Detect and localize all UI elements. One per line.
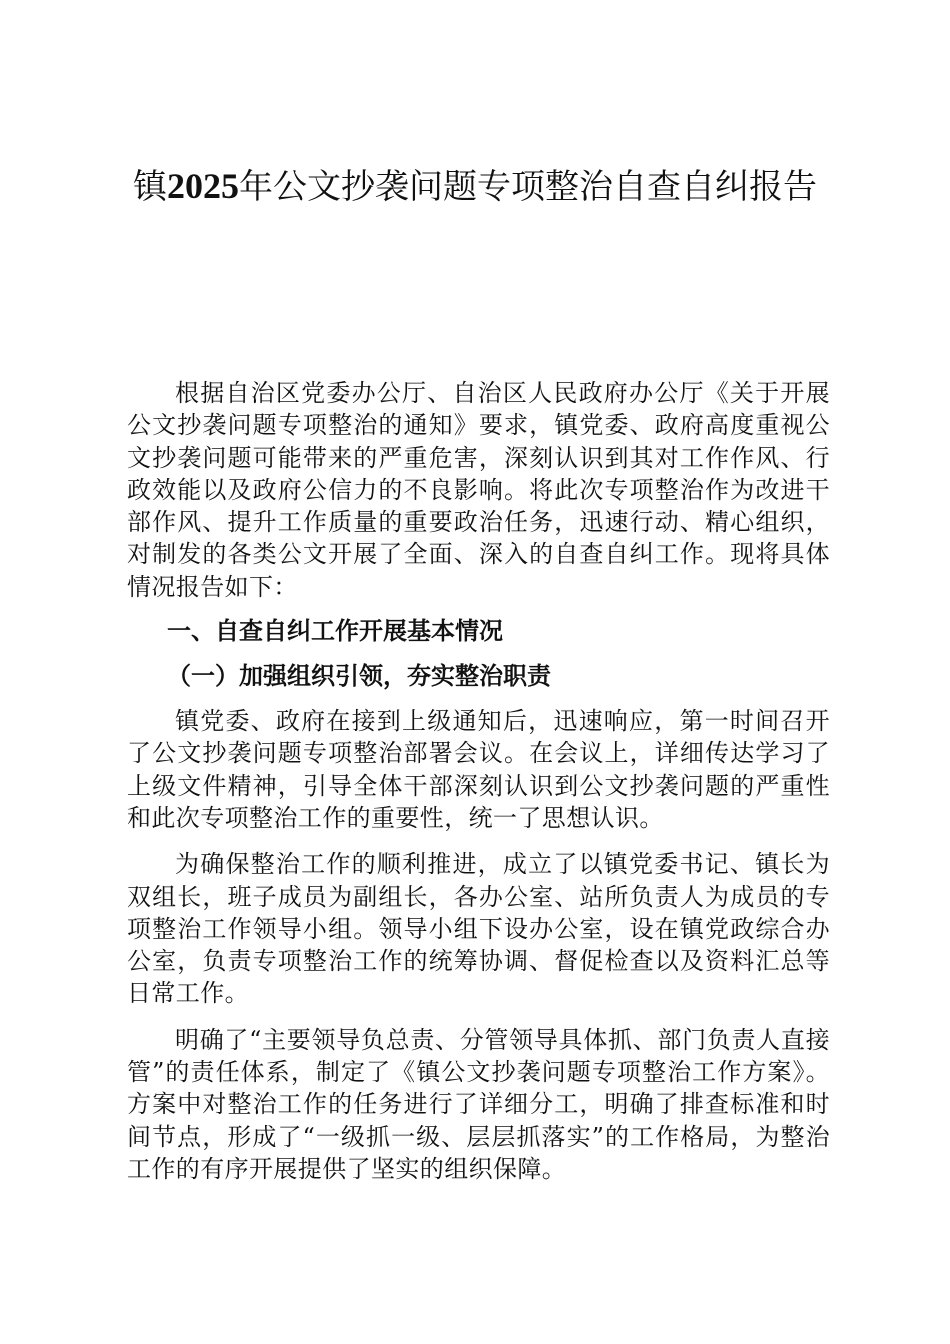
body-paragraph-2: 为确保整治工作的顺利推进，成立了以镇党委书记、镇长为双组长，班子成员为副组长，各办公室、站所负责人为成员的专项整治工作领导小组。领导小组下设办公室，设在镇党政综合办公室，负责专项整治工作的统筹协调、督促检查以及资料汇总等日常工作。: [127, 850, 830, 1008]
subsection-heading: （一）加强组织引领，夯实整治职责: [167, 662, 551, 691]
body-paragraph-1: 镇党委、政府在接到上级通知后，迅速响应，第一时间召开了公文抄袭问题专项整治部署会议。在会议上，详细传达学习了上级文件精神，引导全体干部深刻认识到公文抄袭问题的严重性和此次专项整治工作的重要性，统一了思想认识。: [127, 707, 830, 832]
title-suffix: 年公文抄袭问题专项整治自查自纠报告: [239, 167, 817, 207]
intro-paragraph: 根据自治区党委办公厅、自治区人民政府办公厅《关于开展公文抄袭问题专项整治的通知》要求，镇党委、政府高度重视公文抄袭问题可能带来的严重危害，深刻认识到其对工作作风、行政效能以及政府公信力的不良影响。将此次专项整治作为改进干部作风、提升工作质量的重要政治任务，迅速行动、精心组织，对制发的各类公文开展了全面、深入的自查自纠工作。现将具体情况报告如下：: [127, 379, 830, 601]
title-prefix: 镇: [133, 167, 167, 207]
document-body: [127, 377, 830, 1185]
section-heading: 一、自查自纠工作开展基本情况: [167, 617, 503, 646]
document-title: [120, 163, 830, 210]
title-year: 2025: [167, 166, 239, 206]
body-paragraph-3: 明确了“主要领导负总责、分管领导具体抓、部门负责人直接管”的责任体系，制定了《镇公文抄袭问题专项整治工作方案》。方案中对整治工作的任务进行了详细分工，明确了排查标准和时间节点，形成了“一级抓一级、层层抓落实”的工作格局，为整治工作的有序开展提供了坚实的组织保障。: [127, 1025, 830, 1183]
